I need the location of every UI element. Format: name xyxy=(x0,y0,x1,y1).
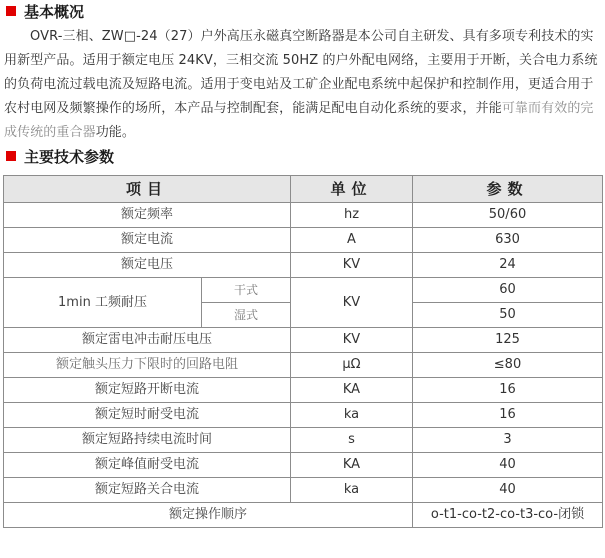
row-item: 额定雷电冲击耐压电压 xyxy=(4,328,291,353)
table-row xyxy=(4,503,603,528)
row-value-wet: 50 xyxy=(413,303,603,328)
table-row xyxy=(4,203,603,228)
row-item-withstand: 1min 工频耐压 xyxy=(4,278,202,328)
table-row xyxy=(4,428,603,453)
row-sub-label-dry: 干式 xyxy=(202,278,291,303)
red-square-icon xyxy=(6,151,16,161)
table-row xyxy=(4,328,603,353)
section-heading-overview xyxy=(6,0,84,22)
row-unit: A xyxy=(291,228,413,253)
row-item: 额定短路开断电流 xyxy=(4,378,291,403)
row-item: 额定频率 xyxy=(4,203,291,228)
row-value: 40 xyxy=(413,478,603,503)
header-unit: 单位 xyxy=(291,176,413,203)
table-row xyxy=(4,453,603,478)
table-row xyxy=(4,253,603,278)
overview-paragraph-main: OVR-三相、ZW□-24（27）户外高压永磁真空断路器是本公司自主研发、具有多项专利技术的实用新型产品。适用于额定电压 24KV，三相交流 50HZ 的户外配电网络，主要用于开断，关合电力系统的负荷电流过载电流及短路电流。适用于变电站及工矿企业配电系统中起保护和控制作用，更适合用于农村电网及频繁操作的场所，本产品与控制配套，能满足配电自动化系统的要求，并能 xyxy=(4,29,598,116)
overview-paragraph-faded: 可靠而有效的完成传统的重合器 xyxy=(4,101,594,140)
row-unit: KA xyxy=(291,378,413,403)
table-row xyxy=(4,478,603,503)
row-item: 额定触头压力下限时的回路电阻 xyxy=(4,353,291,378)
red-square-icon xyxy=(6,6,16,16)
row-unit: s xyxy=(291,428,413,453)
table-row xyxy=(4,278,603,303)
row-unit: μΩ xyxy=(291,353,413,378)
row-unit: ka xyxy=(291,478,413,503)
row-item: 额定电流 xyxy=(4,228,291,253)
row-unit: KA xyxy=(291,453,413,478)
row-value: 3 xyxy=(413,428,603,453)
row-item: 额定电压 xyxy=(4,253,291,278)
row-unit-withstand: KV xyxy=(291,278,413,328)
row-value: ≤80 xyxy=(413,353,603,378)
row-item: 额定短路关合电流 xyxy=(4,478,291,503)
row-unit: ka xyxy=(291,403,413,428)
overview-paragraph-tail: 功能。 xyxy=(95,125,136,140)
table-header-row xyxy=(4,176,603,203)
table-row xyxy=(4,353,603,378)
overview-paragraph xyxy=(4,25,602,145)
row-value: 16 xyxy=(413,403,603,428)
table-row xyxy=(4,228,603,253)
row-value-dry: 60 xyxy=(413,278,603,303)
params-heading-text: 主要技术参数 xyxy=(24,147,115,166)
row-unit: KV xyxy=(291,328,413,353)
row-value: 50/60 xyxy=(413,203,603,228)
section-heading-params xyxy=(6,145,114,167)
row-value: 630 xyxy=(413,228,603,253)
row-value: 16 xyxy=(413,378,603,403)
row-unit: KV xyxy=(291,253,413,278)
row-sub-label-wet: 湿式 xyxy=(202,303,291,328)
header-value: 参数 xyxy=(413,176,603,203)
table-row xyxy=(4,378,603,403)
row-item: 额定峰值耐受电流 xyxy=(4,453,291,478)
header-item: 项目 xyxy=(4,176,291,203)
row-value: 125 xyxy=(413,328,603,353)
row-value: 40 xyxy=(413,453,603,478)
row-item-sequence: 额定操作顺序 xyxy=(4,503,413,528)
row-value-sequence: o-t1-co-t2-co-t3-co-闭锁 xyxy=(413,503,603,528)
parameters-table xyxy=(3,175,603,528)
row-item: 额定短路持续电流时间 xyxy=(4,428,291,453)
table-row xyxy=(4,403,603,428)
overview-heading-text: 基本概况 xyxy=(24,2,85,21)
row-value: 24 xyxy=(413,253,603,278)
row-item: 额定短时耐受电流 xyxy=(4,403,291,428)
row-unit: hz xyxy=(291,203,413,228)
